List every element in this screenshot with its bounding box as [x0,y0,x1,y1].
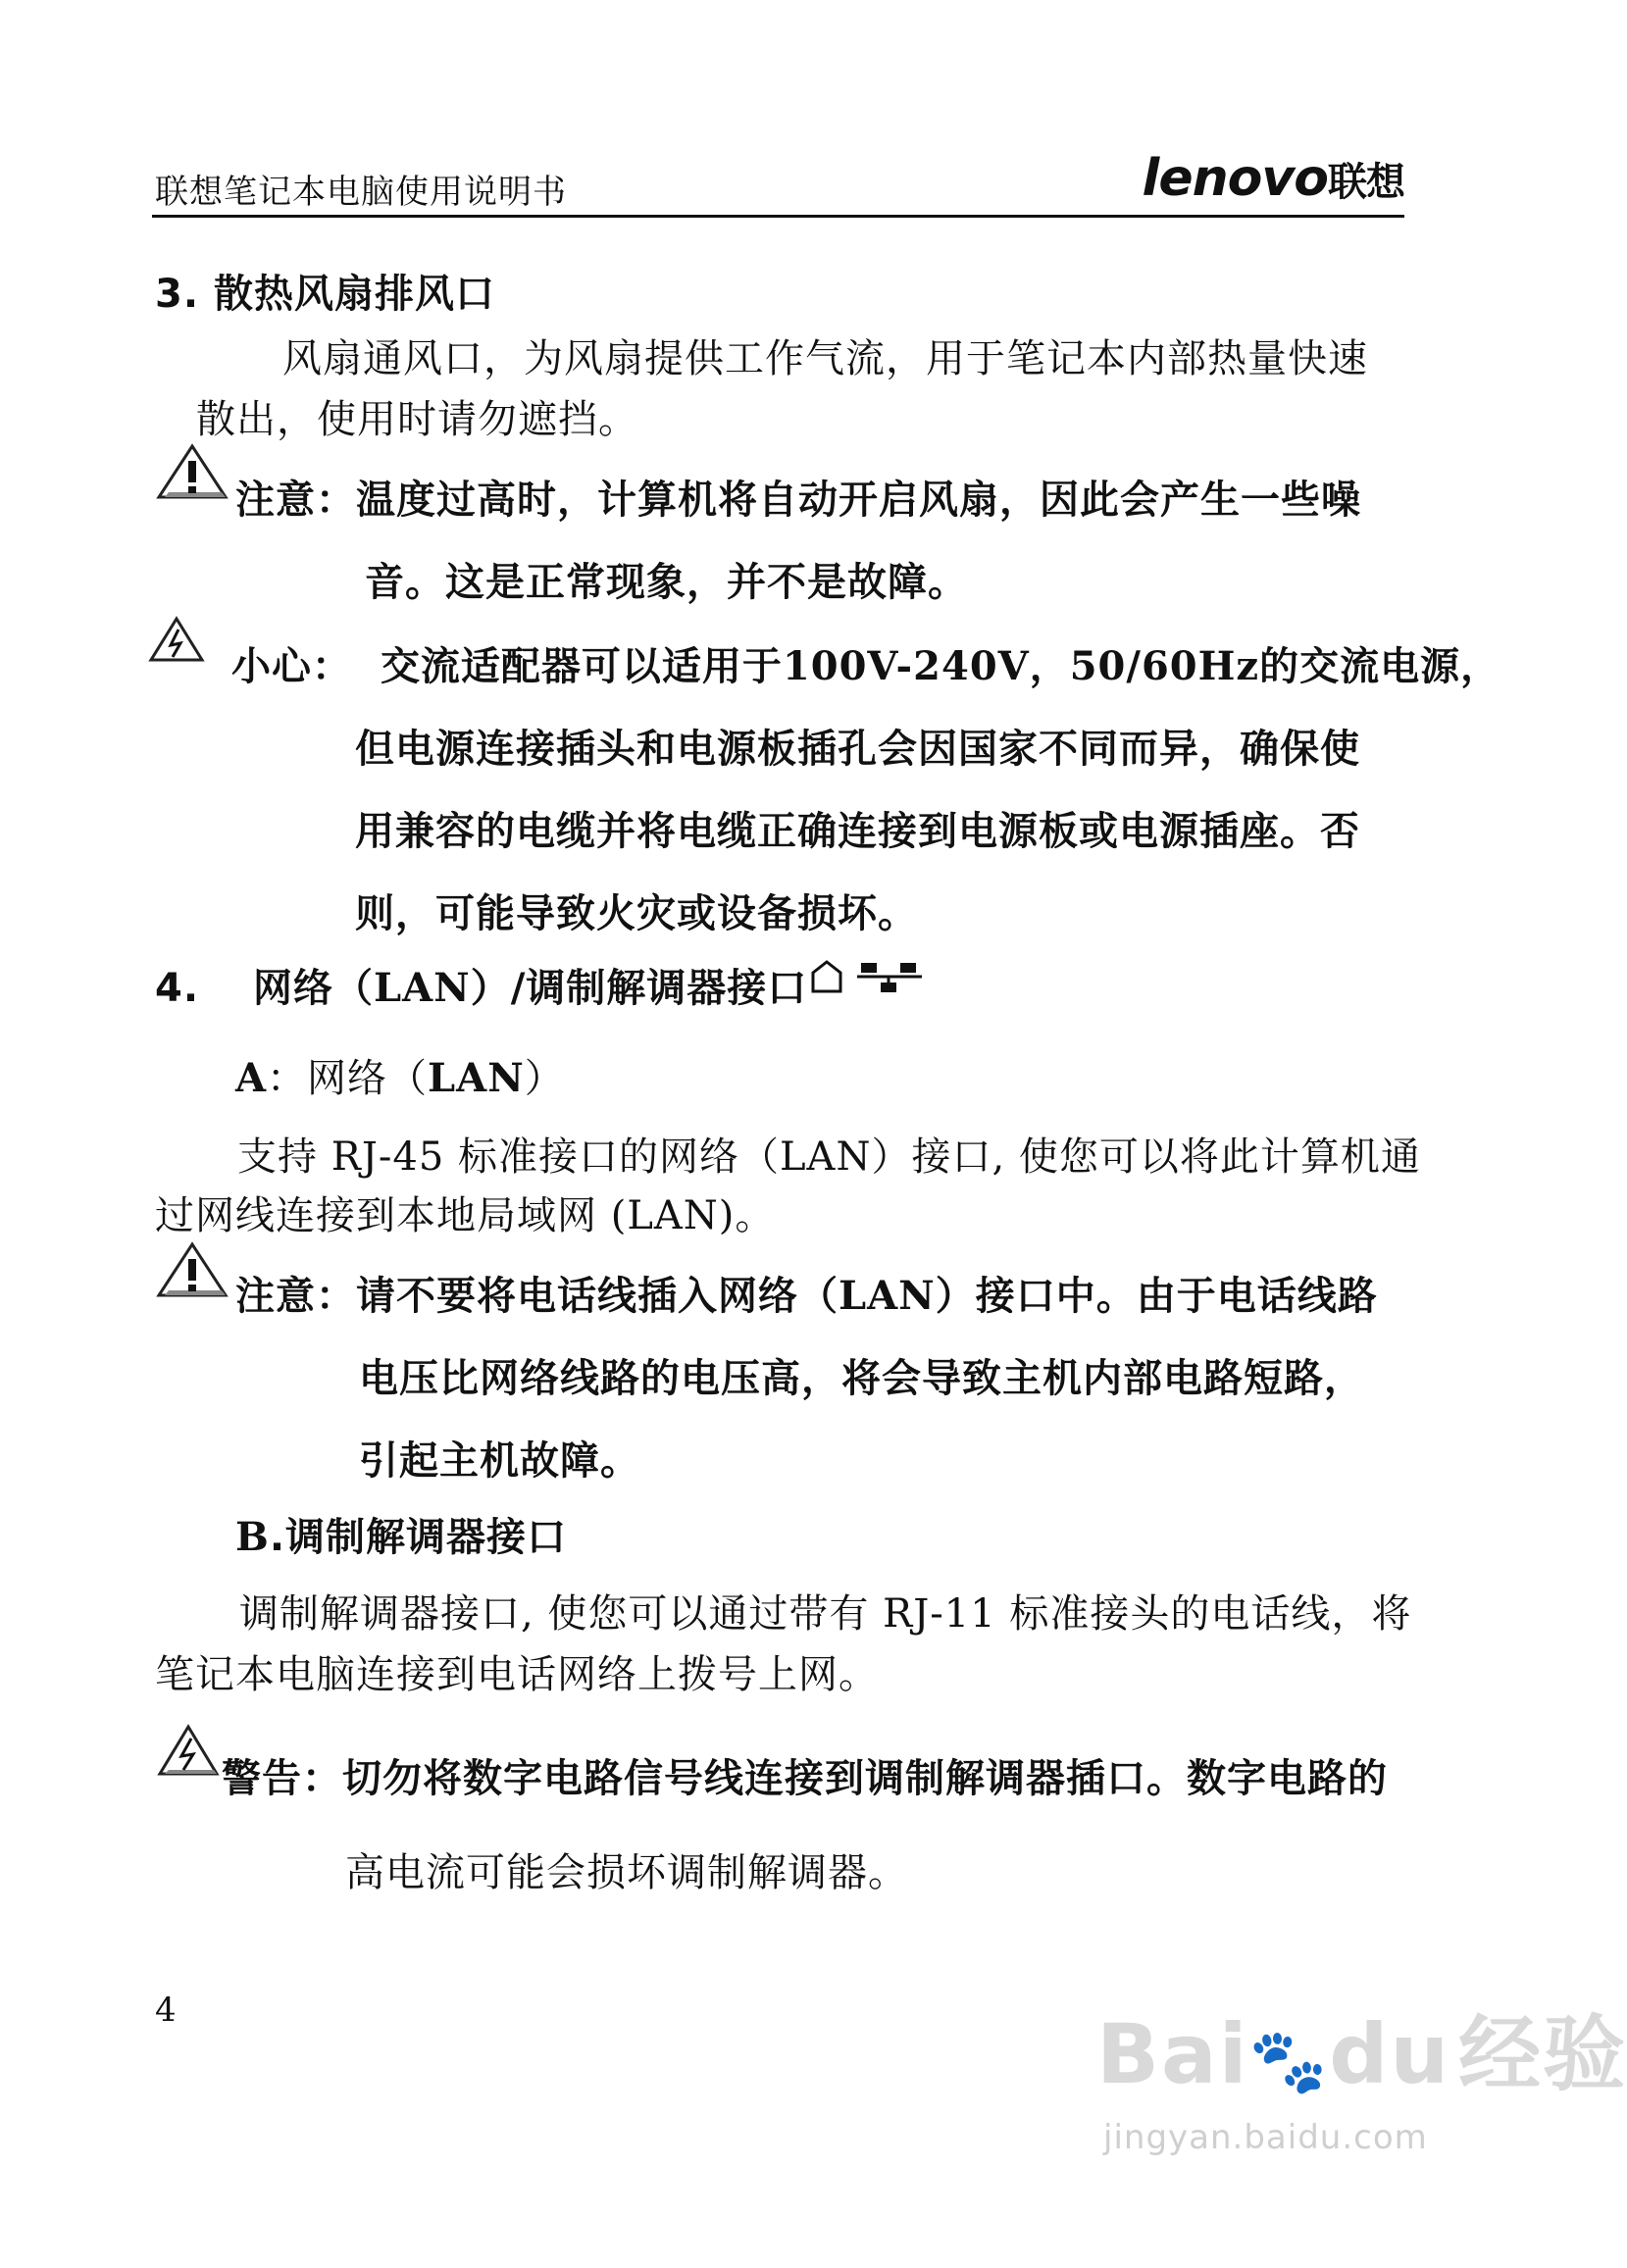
section-3-para-line2: 散出，使用时请勿遮挡。 [196,397,638,442]
warning-line1-text: 切勿将数字电路信号线连接到调制解调器插口。数字电路的 [342,1756,1388,1801]
paw-icon: 🐾 [1248,2026,1330,2098]
note-2-line1 [235,1265,1378,1321]
baidu-wm-cn: 经验 [1458,2006,1627,2102]
electric-warning-icon [149,616,204,663]
electric-warning-icon [157,1724,220,1777]
caution-line3: 用兼容的电缆并将电缆正确连接到电源板或电源插座。否 [355,809,1360,854]
section-3-number: 3. [155,272,200,317]
note-1-line1: 温度过高时，计算机将自动开启风扇，因此会产生一些噪 [356,478,1361,523]
sub-b-para-line2: 笔记本电脑连接到电话网络上拨号上网。 [155,1652,879,1697]
section-3-title: 散热风扇排风口 [213,272,495,317]
caution-line1-c: 的交流电源， [1259,644,1501,689]
caution-line2: 但电源连接插头和电源板插孔会因国家不同而异，确保使 [355,727,1360,772]
note-2-line1-b: LAN [839,1273,936,1319]
sub-a-para-line1: 支持 RJ-45 标准接口的网络（LAN）接口, 使您可以将此计算机通 [237,1134,1421,1180]
section-3-para-line1: 风扇通风口，为风扇提供工作气流，用于笔记本内部热量快速 [282,336,1368,381]
section-4-number: 4. [155,966,200,1011]
section-4-heading [155,957,807,1013]
sub-b-heading [235,1506,567,1562]
modem-port-icon [809,959,844,994]
sub-b-title: .调制解调器接口 [269,1515,568,1560]
baidu-watermark [1096,1989,1627,2107]
note-2-label: 注意： [235,1274,356,1319]
note-1 [235,469,1361,525]
logo-text: lenovo [1142,149,1328,208]
sub-b-para-line1: 调制解调器接口, 使您可以通过带有 RJ-11 标准接头的电话线，将 [239,1591,1412,1637]
note-2-line1-c: ）接口中。由于电话线路 [935,1274,1378,1319]
caution-line4: 则，可能导致火灾或设备损坏。 [355,891,918,936]
logo-cn: 联想 [1328,160,1404,205]
note-2-line2: 电压比网络线路的电压高，将会导致主机内部电路短路， [359,1356,1364,1401]
caution-label: 小心： [231,644,352,689]
warning-line1 [222,1747,1388,1803]
caution-triangle-icon [157,1241,228,1298]
network-port-icon [857,961,922,994]
note-2-line1-a: 请不要将电话线插入网络（ [356,1274,839,1319]
section-3-heading [155,263,495,319]
page-number: 4 [155,1991,177,2030]
section-4-title-c: ）/调制解调器接口 [470,966,808,1011]
note-1-label: 注意： [235,478,356,523]
sub-a-para-line2: 过网线连接到本地局域网 (LAN)。 [155,1193,776,1238]
caution-line1-b: 100V-240V，50/60Hz [782,643,1260,689]
note-1-line2: 音。这是正常现象，并不是故障。 [365,560,968,605]
baidu-watermark-url: jingyan.baidu.com [1103,2118,1428,2157]
baidu-wm-a: Bai [1096,2006,1249,2102]
caution-triangle-icon [157,443,228,500]
header-rule [152,215,1404,218]
caution-line1-a: 交流适配器可以适用于 [380,644,783,689]
sub-a-label: A [235,1055,268,1101]
sub-a-title-c: ） [524,1056,565,1101]
sub-a-title-a: ：网络（ [267,1056,429,1101]
warning-label: 警告： [222,1756,342,1801]
section-4-title-a: 网络（ [252,966,374,1011]
sub-a-title-b: LAN [428,1055,525,1101]
caution-line1 [231,635,1500,691]
baidu-wm-b: du [1329,2006,1451,2102]
lenovo-logo [1143,149,1404,208]
document-header-title: 联想笔记本电脑使用说明书 [155,173,567,212]
note-2-line3: 引起主机故障。 [359,1438,640,1484]
sub-b-label: B [235,1514,270,1560]
sub-a-heading [235,1047,565,1103]
warning-line2: 高电流可能会损坏调制解调器。 [345,1850,908,1895]
section-4-title-b: LAN [373,965,471,1011]
